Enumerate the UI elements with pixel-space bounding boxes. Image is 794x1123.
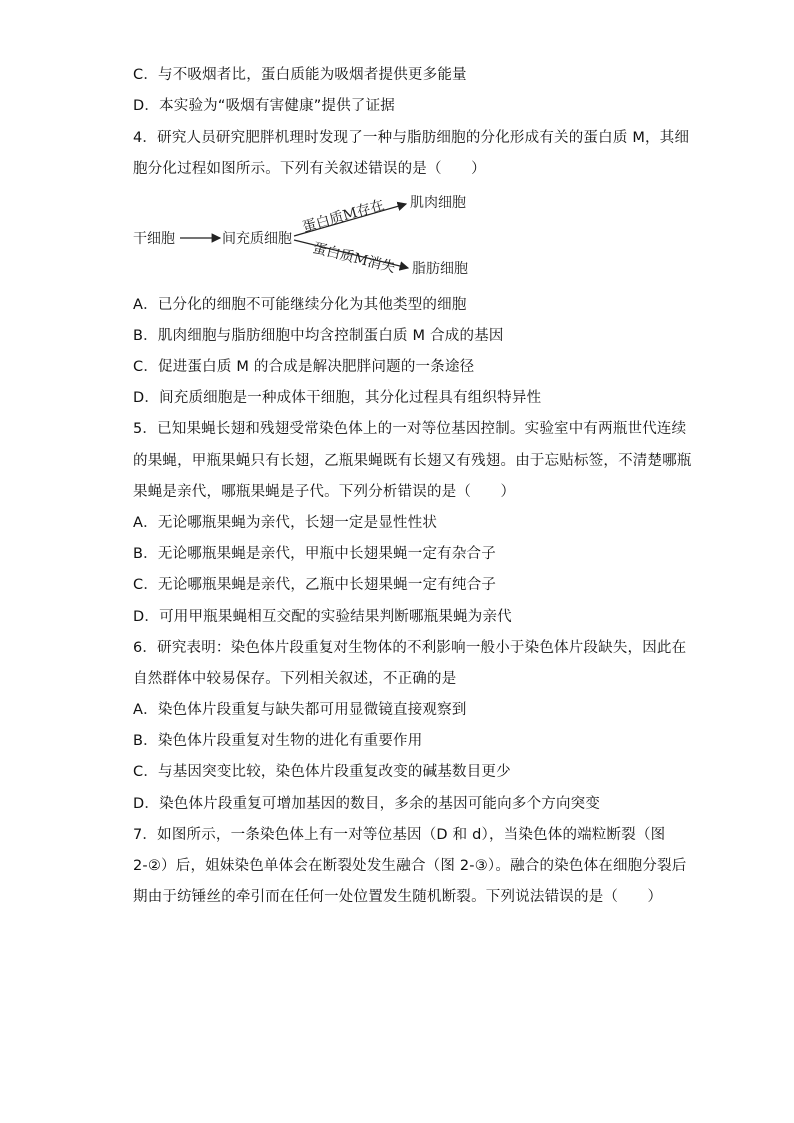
question-6-line-2: 自然群体中较易保存。下列相关叙述，不正确的是 (133, 671, 457, 687)
option-4d: D．间充质细胞是一种成体干细胞，其分化过程具有组织特异性 (133, 390, 542, 406)
question-7-line-1: 7．如图所示，一条染色体上有一对等位基因（D 和 d），当染色体的端粒断裂（图 (133, 827, 666, 843)
option-5c: C．无论哪瓶果蝇是亲代，乙瓶中长翅果蝇一定有纯合子 (133, 577, 497, 593)
question-4-line-1: 4．研究人员研究肥胖机理时发现了一种与脂肪细胞的分化形成有关的蛋白质 M，其细 (133, 130, 690, 146)
question-7-line-3: 期由于纺锤丝的牵引而在任何一处位置发生随机断裂。下列说法错误的是（ ） (133, 889, 663, 905)
option-4c: C．促进蛋白质 M 的合成是解决肥胖问题的一条途径 (133, 359, 475, 375)
option-4b: B．肌肉细胞与脂肪细胞中均含控制蛋白质 M 合成的基因 (133, 328, 504, 344)
option-5d: D．可用甲瓶果蝇相互交配的实验结果判断哪瓶果蝇为亲代 (133, 609, 512, 625)
question-5-line-3: 果蝇是亲代，哪瓶果蝇是子代。下列分析错误的是（ ） (133, 484, 516, 500)
question-7-line-2: 2-②）后，姐妹染色单体会在断裂处发生融合（图 2-③）。融合的染色体在细胞分裂后 (133, 858, 687, 874)
question-5-line-2: 的果蝇，甲瓶果蝇只有长翅，乙瓶果蝇既有长翅又有残翅。由于忘贴标签，不清楚哪瓶 (133, 453, 692, 469)
option-6c: C．与基因突变比较，染色体片段重复改变的碱基数目更少 (133, 764, 511, 780)
option-6d: D．染色体片段重复可增加基因的数目，多余的基因可能向多个方向突变 (133, 796, 601, 812)
option-5b: B．无论哪瓶果蝇是亲代，甲瓶中长翅果蝇一定有杂合子 (133, 546, 496, 562)
option-6a: A．染色体片段重复与缺失都可用显微镜直接观察到 (133, 702, 467, 718)
option-3c: C．与不吸烟者比，蛋白质能为吸烟者提供更多能量 (133, 67, 467, 83)
protein-m-present-label: 蛋白质M存在 (300, 197, 387, 236)
fat-cell-label: 脂肪细胞 (412, 261, 468, 277)
mesenchymal-cell-label: 间充质细胞 (222, 231, 292, 247)
muscle-cell-label: 肌肉细胞 (410, 195, 466, 211)
option-6b: B．染色体片段重复对生物的进化有重要作用 (133, 733, 423, 749)
cell-differentiation-diagram (128, 188, 488, 280)
option-4a: A．已分化的细胞不可能继续分化为其他类型的细胞 (133, 297, 467, 313)
question-6-line-1: 6．研究表明：染色体片段重复对生物体的不利影响一般小于染色体片段缺失，因此在 (133, 640, 687, 656)
question-4-line-2: 胞分化过程如图所示。下列有关叙述错误的是（ ） (133, 161, 486, 177)
protein-m-absent-label: 蛋白质M消失 (311, 240, 397, 277)
option-3d: D．本实验为“吸烟有害健康”提供了证据 (133, 98, 395, 114)
option-5a: A．无论哪瓶果蝇为亲代，长翅一定是显性性状 (133, 515, 438, 531)
stem-cell-label: 干细胞 (133, 231, 175, 247)
question-5-line-1: 5．已知果蝇长翅和残翅受常染色体上的一对等位基因控制。实验室中有两瓶世代连续 (133, 421, 687, 437)
